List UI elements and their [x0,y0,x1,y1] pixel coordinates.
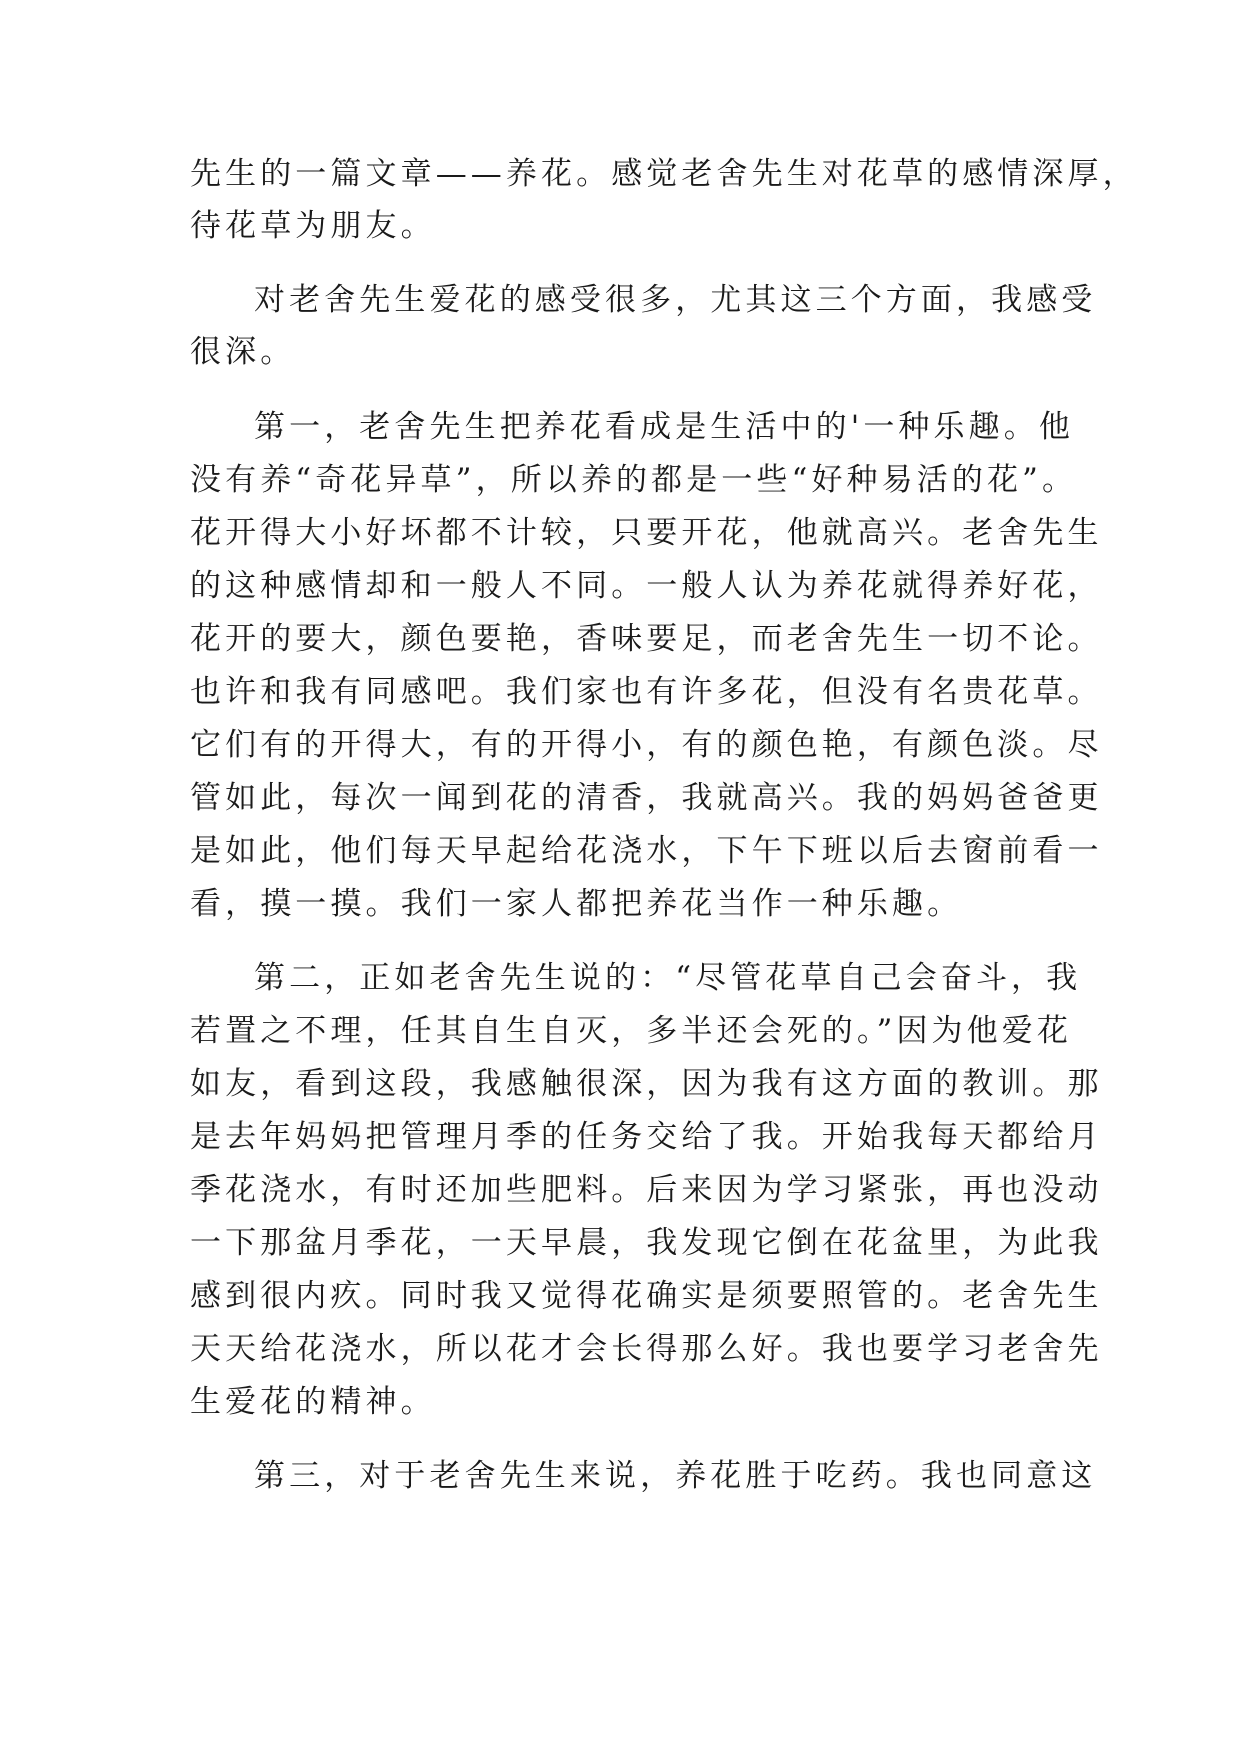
text-line: 看，摸一摸。我们一家人都把养花当作一种乐趣。 [190,886,963,922]
text-line: 管如此，每次一闻到花的清香，我就高兴。我的妈妈爸爸更 [190,780,1103,816]
text-line: 花开的要大，颜色要艳，香味要足，而老舍先生一切不论。 [190,621,1103,657]
paragraph-line: 第一，老舍先生把养花看成是生活中的'一种乐趣。他 [254,409,1074,445]
text-line: 花开得大小好坏都不计较，只要开花，他就高兴。老舍先生 [190,515,1103,551]
paragraph-line: 第二，正如老舍先生说的：“尽管花草自己会奋斗，我 [254,960,1082,996]
text-line: 是如此，他们每天早起给花浇水，下午下班以后去窗前看一 [190,833,1103,869]
paragraph-line: 第三，对于老舍先生来说，养花胜于吃药。我也同意这 [254,1458,1097,1494]
text-line: 一下那盆月季花，一天早晨，我发现它倒在花盆里，为此我 [190,1225,1103,1261]
text-line: 待花草为朋友。 [190,208,436,244]
text-line: 如友，看到这段，我感触很深，因为我有这方面的教训。那 [190,1066,1103,1102]
paragraph-line: 对老舍先生爱花的感受很多，尤其这三个方面，我感受 [254,282,1097,318]
text-line: 的这种感情却和一般人不同。一般人认为养花就得养好花， [190,568,1103,604]
text-line: 也许和我有同感吧。我们家也有许多花，但没有名贵花草。 [190,674,1103,710]
text-line: 是去年妈妈把管理月季的任务交给了我。开始我每天都给月 [190,1119,1103,1155]
text-line: 季花浇水，有时还加些肥料。后来因为学习紧张，再也没动 [190,1172,1103,1208]
text-line: 没有养“奇花异草”，所以养的都是一些“好种易活的花”。 [190,462,1078,498]
text-line: 若置之不理，任其自生自灭，多半还会死的。”因为他爱花 [190,1013,1072,1049]
text-line: 生爱花的精神。 [190,1384,436,1420]
text-line: 感到很内疚。同时我又觉得花确实是须要照管的。老舍先生 [190,1278,1103,1314]
text-line: 先生的一篇文章——养花。感觉老舍先生对花草的感情深厚， [190,156,1138,192]
text-line: 很深。 [190,334,296,370]
text-line: 它们有的开得大，有的开得小，有的颜色艳，有颜色淡。尽 [190,727,1103,763]
text-line: 天天给花浇水，所以花才会长得那么好。我也要学习老舍先 [190,1331,1103,1367]
